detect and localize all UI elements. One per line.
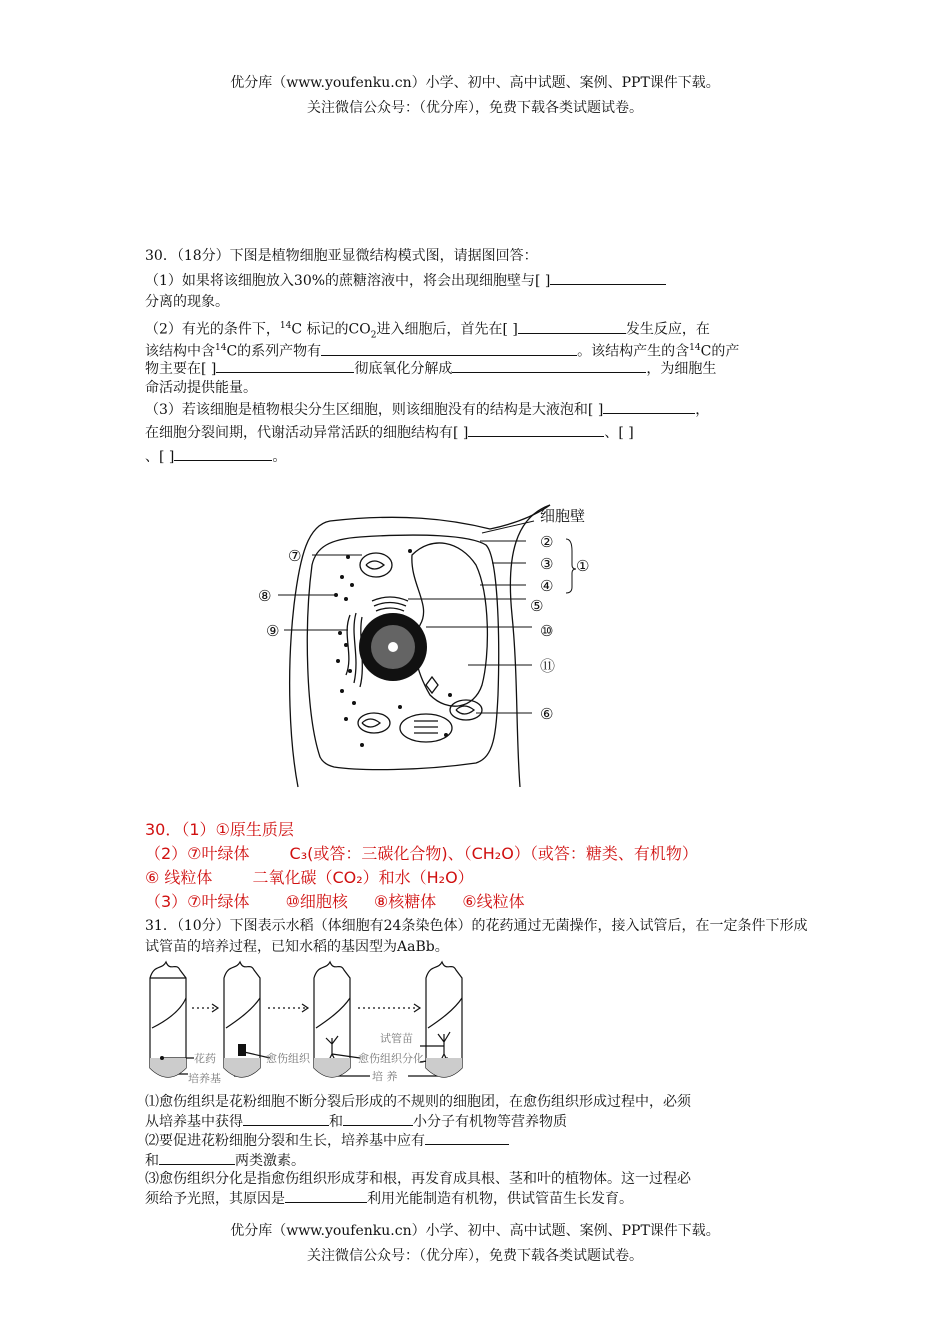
label-9: ⑨ <box>266 622 280 640</box>
mitochondrion-right <box>450 700 482 720</box>
label-peiyang: 培 养 <box>372 1070 398 1083</box>
label-11: ⑪ <box>540 657 556 675</box>
q30-stem: 30．（18分）下图是植物细胞亚显微结构模式图，请据图回答： <box>145 248 538 264</box>
q31-s2-line1: ⑵要促进花粉细胞分裂和生长，培养基中应有 <box>145 1130 509 1152</box>
label-yushang-fenhua: 愈伤组织分化 <box>358 1052 424 1065</box>
q30-part1-line1: （1）如果将该细胞放入30%的蔗糖溶液中，将会出现细胞壁与[ ] <box>145 270 666 292</box>
footer-line-1: 优分库（www.youfenku.cn）小学、初中、高中试题、案例、PPT课件下载。 <box>230 1223 720 1239</box>
header-line-1: 优分库（www.youfenku.cn）小学、初中、高中试题、案例、PPT课件下载。 <box>230 75 720 91</box>
label-cell-wall: 细胞壁 <box>540 507 586 525</box>
vacuole <box>412 543 488 706</box>
label-8: ⑧ <box>258 587 272 605</box>
q30-part1-line2: 分离的现象。 <box>145 294 229 310</box>
q30-part2-line2: 该结构中含$^{14}$C的系列产物有 。该结构产生的含$^{14}$C的产 <box>145 338 739 363</box>
answer-line-1: 30．（1）①原生质层 <box>145 820 294 839</box>
label-3: ③ <box>540 555 554 573</box>
label-4: ④ <box>540 577 554 595</box>
label-2: ② <box>540 533 554 551</box>
q31-stem: 31．（10分）下图表示水稻（体细胞有24条染色体）的花药通过无菌操作，接入试管后，在一定条件下形成试管苗的培养过程，已知水稻的基因型为AaBb。 <box>145 918 808 955</box>
chloroplast-bottom <box>400 714 452 742</box>
answer-line-2: （2）⑦叶绿体 C₃(或答：三碳化合物)、（CH₂O）（或答：糖类、有机物） <box>145 844 698 863</box>
q30-part2-line4: 命活动提供能量。 <box>145 380 257 396</box>
label-5: ⑤ <box>530 597 544 615</box>
q30-part3-line1: （3）若该细胞是植物根尖分生区细胞，则该细胞没有的结构是大液泡和[ ] ， <box>145 399 709 421</box>
label-6: ⑥ <box>540 705 554 723</box>
q31-s1-line2: 从培养基中获得 和 小分子有机物等营养物质 <box>145 1111 567 1133</box>
nucleolus <box>388 642 398 652</box>
q30-part3-line2: 在细胞分裂间期，代谢活动异常活跃的细胞结构有[ ] 、[ ] <box>145 422 634 444</box>
golgi <box>372 597 408 611</box>
q31-s2-line2: 和 两类激素。 <box>145 1150 305 1172</box>
answer-line-4: （3）⑦叶绿体 ⑩细胞核 ⑧核糖体 ⑥线粒体 <box>145 892 525 911</box>
q30-part3-line3: 、[ ] 。 <box>145 446 286 468</box>
label-peiyangji: 培养基 <box>188 1072 221 1085</box>
label-10: ⑩ <box>540 622 554 640</box>
test-tube-culture-diagram <box>140 958 500 1088</box>
plant-cell-diagram <box>250 495 610 795</box>
answer-line-3: ⑥ 线粒体 二氧化碳（CO₂）和水（H₂O） <box>145 868 474 887</box>
q30-part2-line1: （2）有光的条件下，$^{14}$C 标记的$CO_2$进入细胞后，首先在[ ] 发生反应，在 <box>145 316 710 346</box>
header-line-2: 关注微信公众号：（优分库），免费下载各类试题试卷。 <box>307 100 643 116</box>
q31-s1-line1: ⑴愈伤组织是花粉细胞不断分裂后形成的不规则的细胞团，在愈伤组织形成过程中，必须 <box>145 1094 691 1110</box>
label-huayao: 花药 <box>194 1052 216 1065</box>
q31-s3-line2: 须给予光照，其原因是 利用光能制造有机物，供试管苗生长发育。 <box>145 1188 633 1210</box>
label-1: ① <box>576 557 590 575</box>
label-shiguanmiao: 试管苗 <box>380 1032 413 1045</box>
q31-s3-line1: ⑶愈伤组织分化是指愈伤组织形成芽和根，再发育成具根、茎和叶的植物体。这一过程必 <box>145 1171 691 1187</box>
label-7: ⑦ <box>288 547 302 565</box>
q30-part2-line3: 物主要在[ ] 彻底氧化分解成 ，为细胞生 <box>145 358 716 380</box>
footer-line-2: 关注微信公众号：（优分库），免费下载各类试题试卷。 <box>307 1248 643 1264</box>
chloroplast-top <box>360 553 392 577</box>
label-yushang: 愈伤组织 <box>266 1052 310 1065</box>
